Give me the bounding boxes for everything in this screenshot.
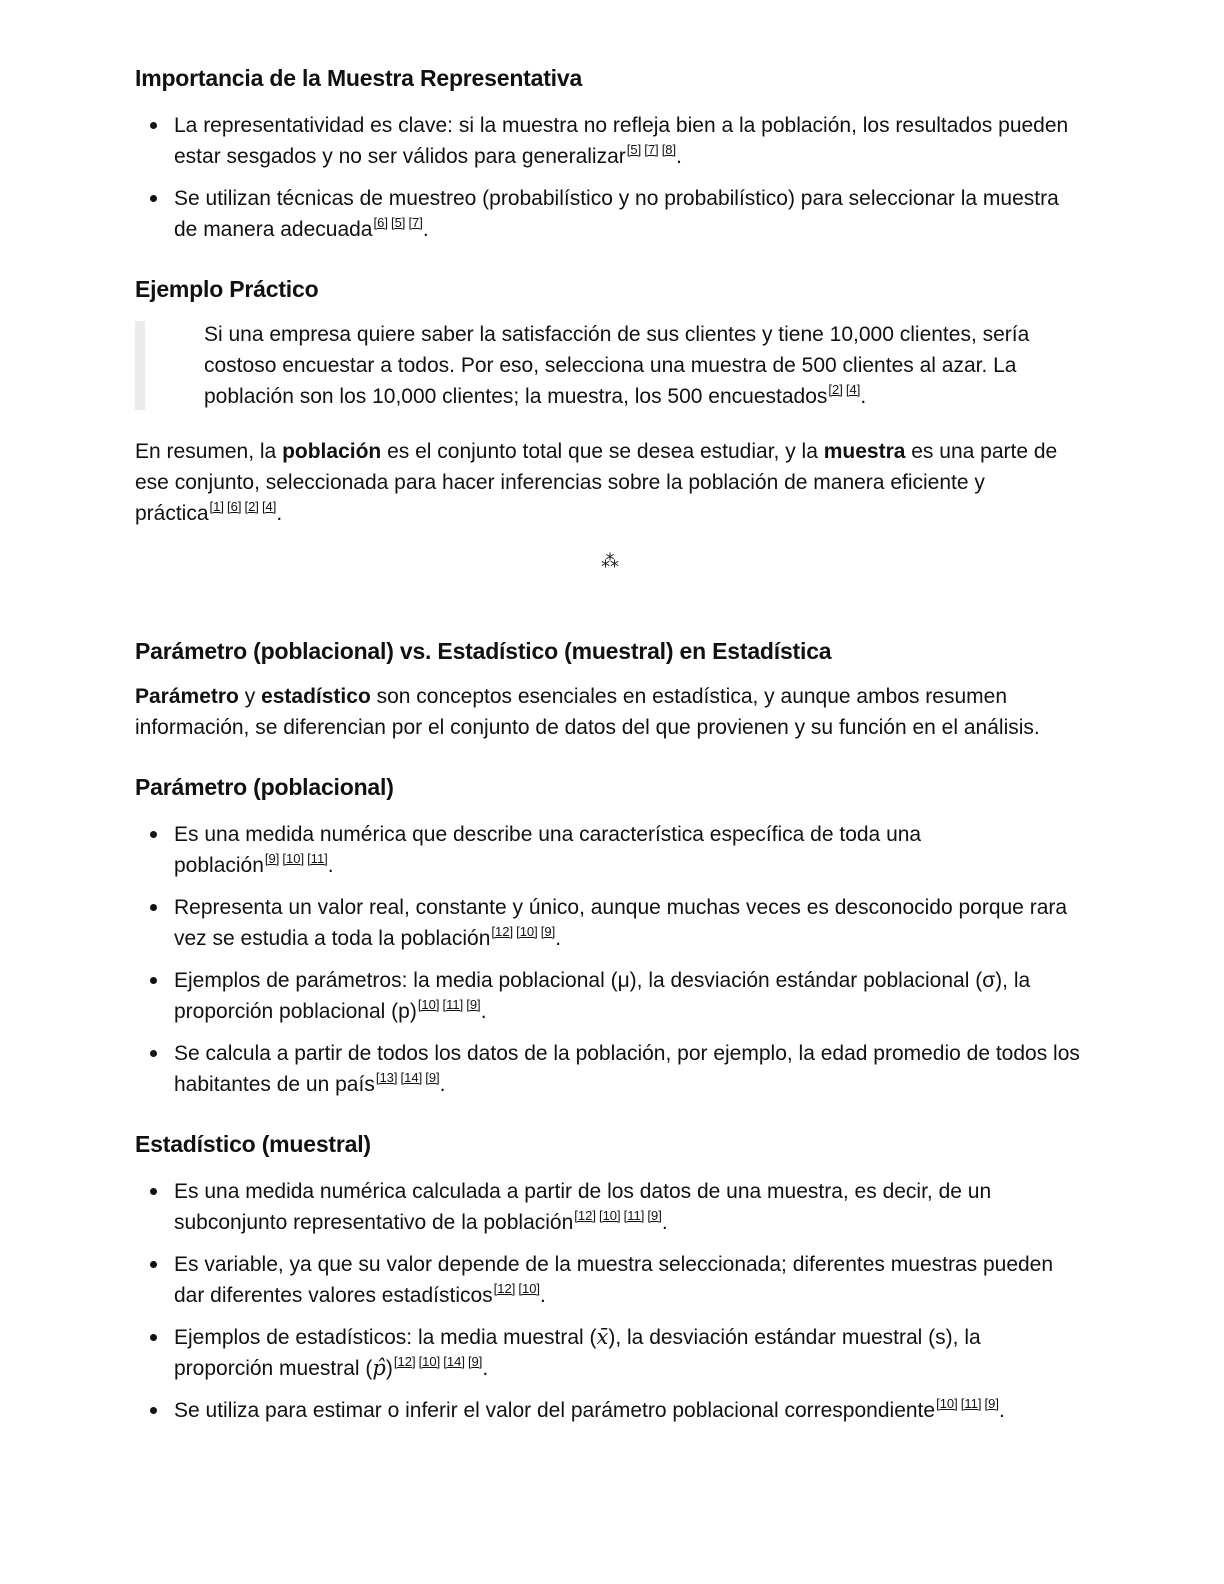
citation-link[interactable]: [9] [466,997,481,1012]
citation-link[interactable]: [9] [647,1208,662,1223]
example-blockquote: Si una empresa quiere saber la satisfacción de sus clientes y tiene 10,000 clientes, sería costoso encuestar a todos. Por eso, selecciona una muestra de 500 clientes al azar. La población son los 10,000 clientes; la muestra, los 500 encuestados[2] [4]. [135,319,1085,412]
citation-link[interactable]: [10] [598,1208,621,1223]
list-estadistico [135,1176,1085,1426]
citation-link[interactable]: [5] [390,215,406,230]
citation-link[interactable]: [12] [493,1281,516,1296]
list-item: Ejemplos de estadísticos: la media muestral (x̄), la desviación estándar muestral (s), la proporción muestral (p̂)[12] [10] [14] [9]. [174,1322,1085,1384]
citation-link[interactable]: [2] [828,382,843,397]
list-item: Se utilizan técnicas de muestreo (probabilístico y no probabilístico) para seleccionar la muestra de manera adecuada[6] [5] [7]. [174,183,1085,245]
citation-link[interactable]: [7] [408,215,423,230]
heading-parametro-vs-estadistico: Parámetro (poblacional) vs. Estadístico (muestral) en Estadística [135,638,832,664]
citation-link[interactable]: [7] [644,142,659,157]
list-item: Es variable, ya que su valor depende de la muestra seleccionada; diferentes muestras pueden dar diferentes valores estadísticos[12] [10]. [174,1249,1085,1311]
heading-importancia-muestra: Importancia de la Muestra Representativa [135,65,583,91]
summary-paragraph: En resumen, la población es el conjunto total que se desea estudiar, y la muestra es una parte de ese conjunto, seleccionada para hacer inferencias sobre la población de manera eficiente y práctica[1] [6] [2] [4]. [135,440,1058,525]
heading-parametro: Parámetro (poblacional) [135,774,394,800]
citation-link[interactable]: [4] [261,499,277,514]
citation-link[interactable]: [9] [540,924,556,939]
citation-link[interactable]: [11] [442,997,464,1012]
citation-link[interactable]: [4] [845,382,861,397]
citation-link[interactable]: [10] [417,997,440,1012]
citation-link[interactable]: [11] [307,851,328,866]
list-item: Es una medida numérica que describe una característica específica de toda una población[9] [10] [11]. [174,819,1085,881]
citation-link[interactable]: [13] [375,1070,398,1085]
citation-link[interactable]: [14] [443,1354,465,1369]
citation-link[interactable]: [9] [984,1396,999,1411]
document-page [135,60,1085,1437]
citation-link[interactable]: [10] [516,924,538,939]
asterism-separator-icon: ⁂ [601,551,619,571]
citation-link[interactable]: [9] [264,851,280,866]
citation-link[interactable]: [8] [661,142,677,157]
citation-link[interactable]: [6] [373,215,388,230]
citation-link[interactable]: [11] [960,1396,982,1411]
citation-link[interactable]: [1] [209,499,224,514]
list-item: Se utiliza para estimar o inferir el valor del parámetro poblacional correspondiente[10] [11] [9]. [174,1395,1085,1426]
citation-link[interactable]: [10] [936,1396,958,1411]
citation-link[interactable]: [11] [623,1208,645,1223]
citation-link[interactable]: [10] [282,851,305,866]
citation-link[interactable]: [5] [626,142,642,157]
citation-link[interactable]: [9] [425,1070,440,1085]
heading-ejemplo-practico: Ejemplo Práctico [135,276,319,302]
citation-link[interactable]: [12] [491,924,514,939]
sample-mean-symbol: x̄ [596,1325,609,1349]
list-item: Es una medida numérica calculada a partir de los datos de una muestra, es decir, de un subconjunto representativo de la población[12] [10] [11] [9]. [174,1176,1085,1238]
citation-link[interactable]: [10] [418,1354,441,1369]
list-parametro [135,819,1085,1100]
sample-proportion-symbol: p̂ [372,1356,386,1380]
citation-link[interactable]: [6] [227,499,242,514]
citation-link[interactable]: [14] [400,1070,423,1085]
heading-estadistico: Estadístico (muestral) [135,1131,371,1157]
citation-link[interactable]: [9] [467,1354,483,1369]
list-importancia-muestra [135,110,1085,245]
citation-link[interactable]: [10] [518,1281,541,1296]
citation-link[interactable]: [2] [244,499,259,514]
list-item: Representa un valor real, constante y único, aunque muchas veces es desconocido porque rara vez se estudia a toda la población[12] [10] [9]. [174,892,1085,954]
list-item: Se calcula a partir de todos los datos de la población, por ejemplo, la edad promedio de todos los habitantes de un país[13] [14] [9]. [174,1038,1085,1100]
citation-link[interactable]: [12] [574,1208,596,1223]
list-item: La representatividad es clave: si la muestra no refleja bien a la población, los resultados pueden estar sesgados y no ser válidos para generalizar[5] [7] [8]. [174,110,1085,172]
intro-paragraph: Parámetro y estadístico son conceptos esenciales en estadística, y aunque ambos resumen información, se diferencian por el conjunto de datos del que provienen y su función en el análisis. [135,685,1040,739]
list-item: Ejemplos de parámetros: la media poblacional (μ), la desviación estándar poblacional (σ), la proporción poblacional (p)[10] [11] [9]. [174,965,1085,1027]
citation-link[interactable]: [12] [393,1354,416,1369]
